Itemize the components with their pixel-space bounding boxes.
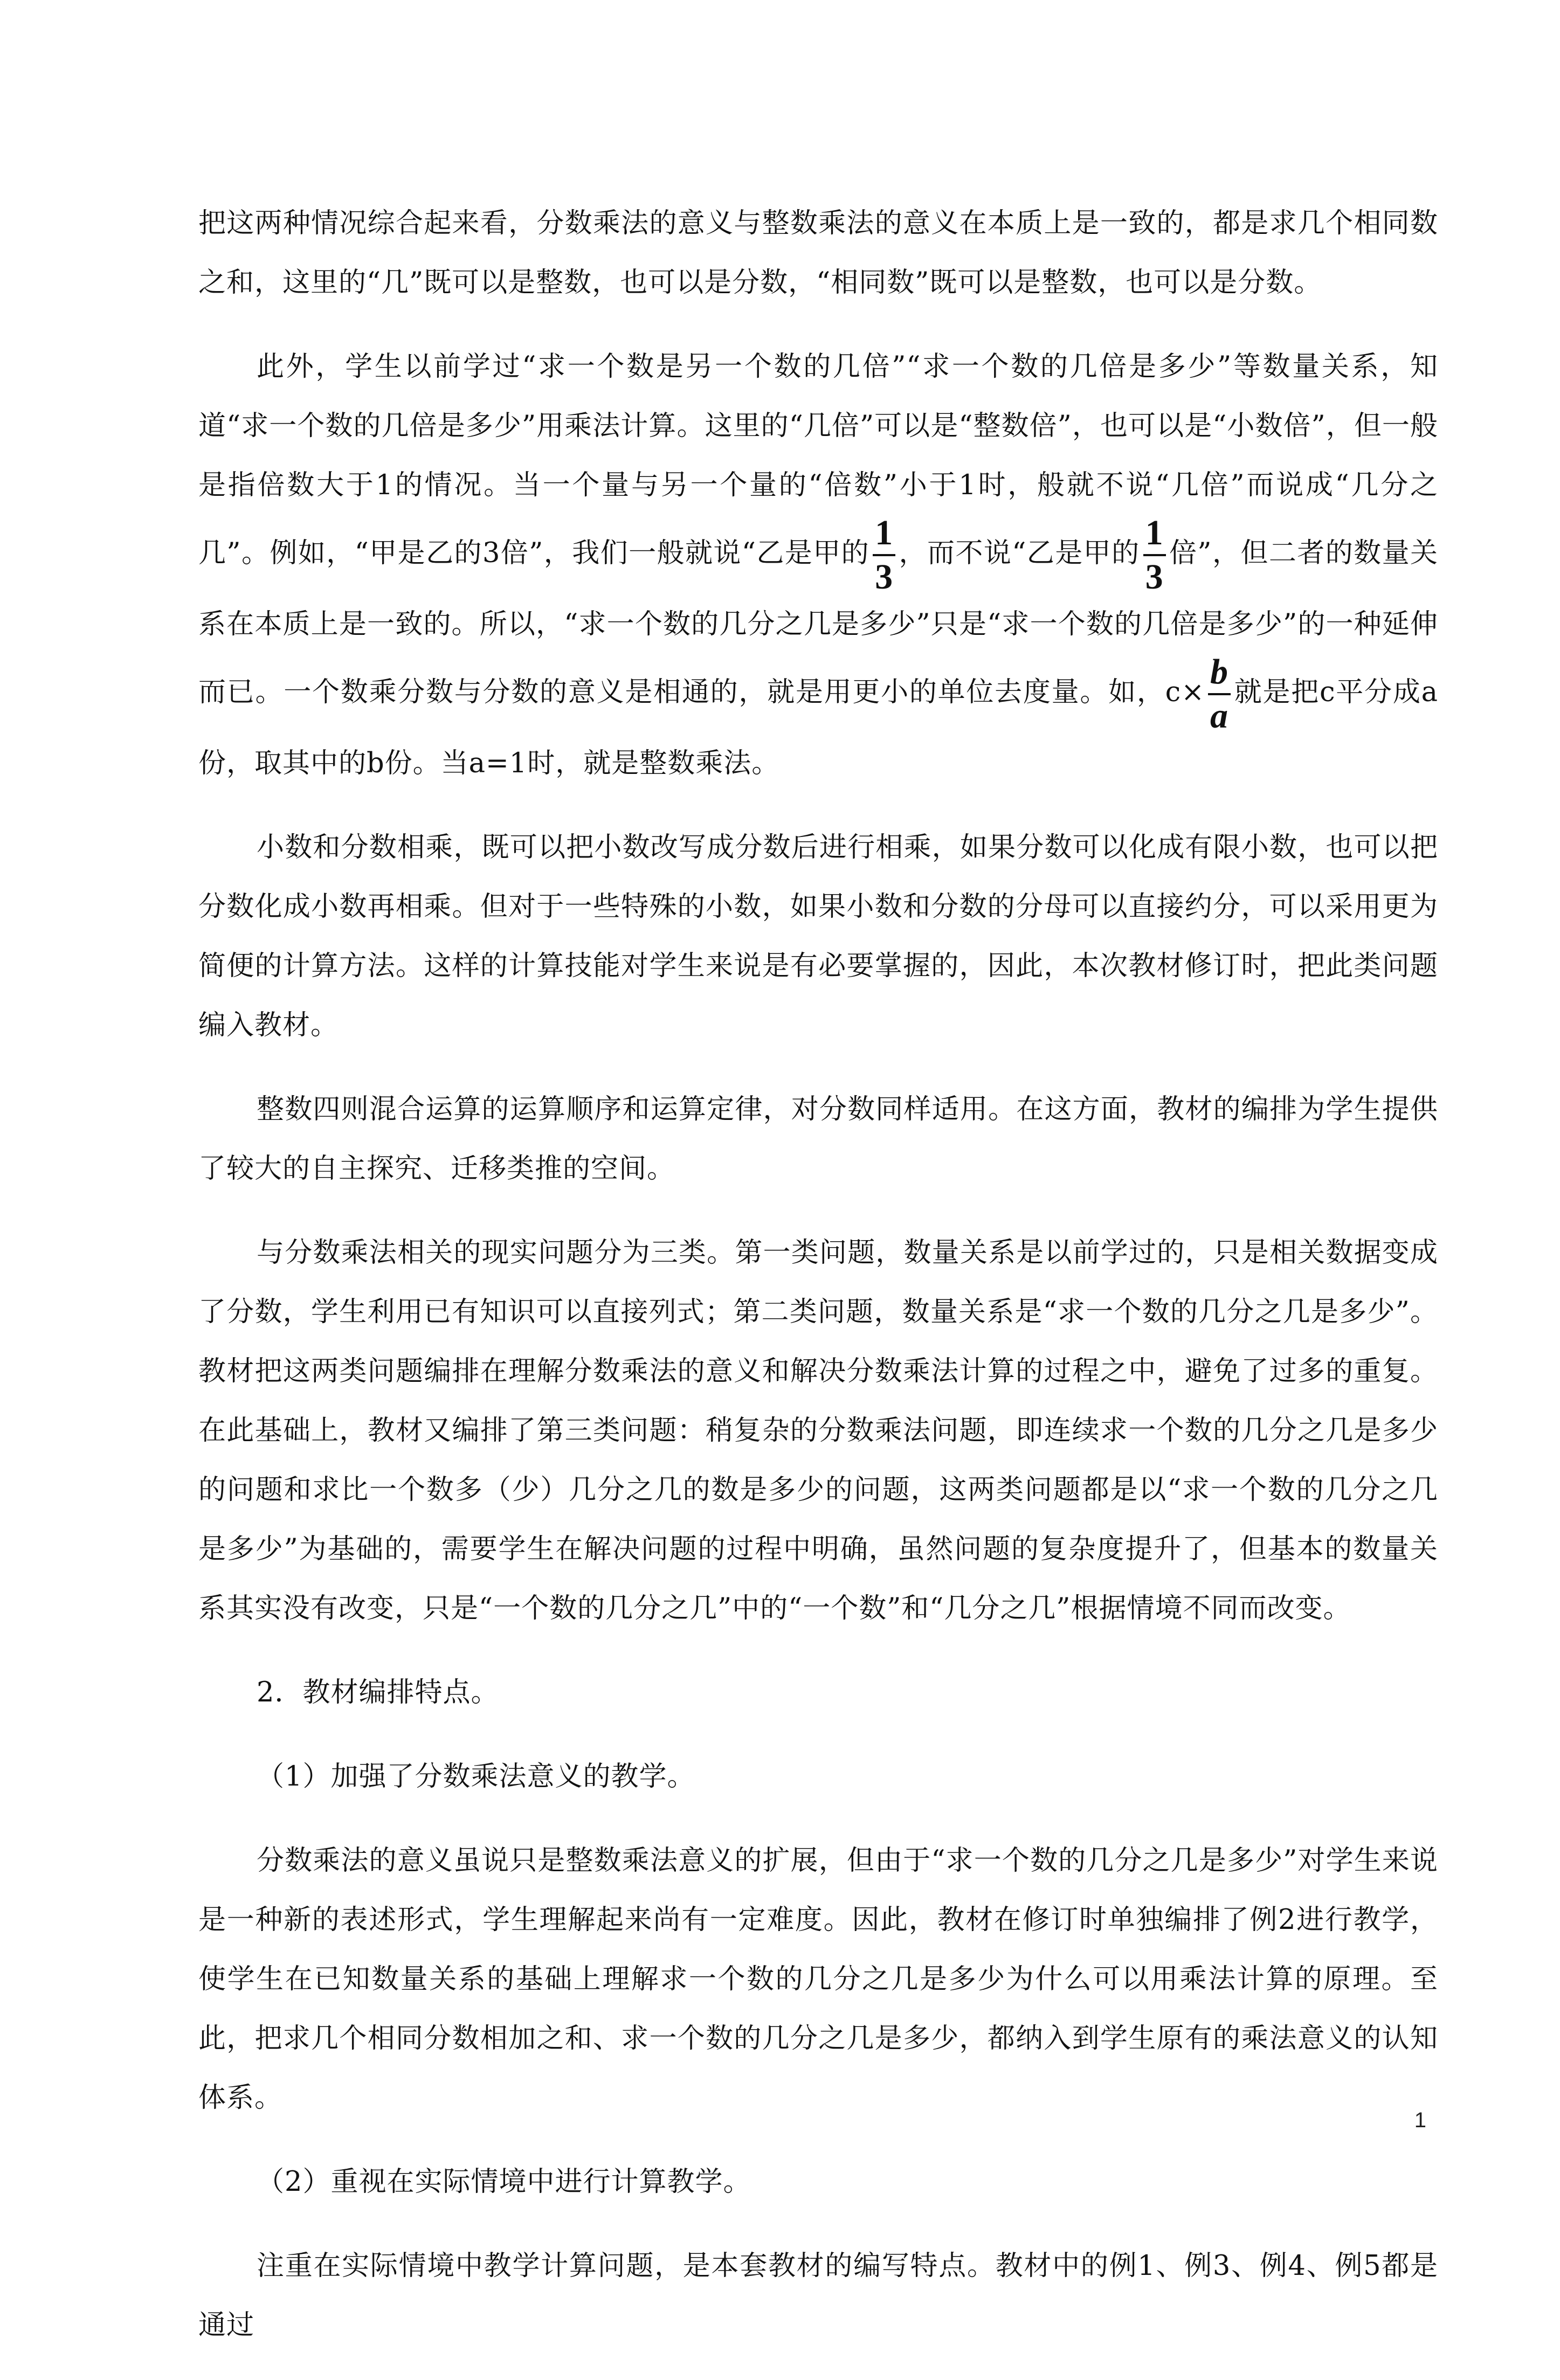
fraction-one-third-1: [873, 515, 895, 595]
paragraph-1: 把这两种情况综合起来看，分数乘法的意义与整数乘法的意义在本质上是一致的，都是求几个相同数之和，这里的“几”既可以是整数，也可以是分数，“相同数”既可以是整数，也可以是分数。: [198, 207, 1438, 299]
fraction-denominator: a: [1210, 696, 1228, 736]
fraction-denominator: 3: [1145, 557, 1164, 597]
paragraph-2-text-4: 就是把c平分成a份，取其中的b份。当a=1时，就是整数乘法。: [198, 676, 1438, 779]
subheading-1: （1）加强了分数乘法意义的教学。: [257, 1761, 695, 1793]
fraction-numerator: 1: [873, 515, 895, 556]
fraction-b-over-a: [1208, 654, 1231, 734]
paragraph-3: 小数和分数相乘，既可以把小数改写成分数后进行相乘，如果分数可以化成有限小数，也可以把分数化成小数再相乘。但对于一些特殊的小数，如果小数和分数的分母可以直接约分，可以采用更为简便的计算方法。这样的计算技能对学生来说是有必要掌握的，因此，本次教材修订时，把此类问题编入教材。: [198, 832, 1438, 1041]
paragraph-2-text-3: 倍”，但二者的数量关系在本质上是一致的。所以，“求一个数的几分之几是多少”只是“求一个数的几倍是多少”的一种延伸而已。一个数乘分数与分数的意义是相通的，就是用更小的单位去度量。如，c×: [198, 537, 1439, 708]
document-body: [198, 194, 1438, 2380]
subheading-2: （2）重视在实际情境中进行计算教学。: [257, 2166, 751, 2198]
paragraph-5: 与分数乘法相关的现实问题分为三类。第一类问题，数量关系是以前学过的，只是相关数据变成了分数，学生利用已有知识可以直接列式；第二类问题，数量关系是“求一个数的几分之几是多少”。教材把这两类问题编排在理解分数乘法的意义和解决分数乘法计算的过程之中，避免了过多的重复。在此基础上，教材又编排了第三类问题：稍复杂的分数乘法问题，即连续求一个数的几分之几是多少的问题和求比一个数多（少）几分之几的数是多少的问题，这两类问题都是以“求一个数的几分之几是多少”为基础的，需要学生在解决问题的过程中明确，虽然问题的复杂度提升了，但基本的数量关系其实没有改变，只是“一个数的几分之几”中的“一个数”和“几分之几”根据情境不同而改变。: [198, 1237, 1438, 1624]
section-heading-2: 2．教材编排特点。: [257, 1677, 499, 1708]
fraction-numerator: 1: [1143, 515, 1166, 556]
paragraph-2: [198, 337, 1438, 793]
paragraph-2-text-2: ，而不说“乙是甲的: [899, 537, 1140, 569]
paragraph-7: 注重在实际情境中教学计算问题，是本套教材的编写特点。教材中的例1、例3、例4、例5都是通过: [198, 2250, 1438, 2341]
page-number: 1: [1414, 2108, 1426, 2132]
paragraph-6: 分数乘法的意义虽说只是整数乘法意义的扩展，但由于“求一个数的几分之几是多少”对学生来说是一种新的表述形式，学生理解起来尚有一定难度。因此，教材在修订时单独编排了例2进行教学，使学生在已知数量关系的基础上理解求一个数的几分之几是多少为什么可以用乘法计算的原理。至此，把求几个相同分数相加之和、求一个数的几分之几是多少，都纳入到学生原有的乘法意义的认知体系。: [198, 1845, 1438, 2114]
paragraph-4: 整数四则混合运算的运算顺序和运算定律，对分数同样适用。在这方面，教材的编排为学生提供了较大的自主探究、迁移类推的空间。: [198, 1094, 1438, 1185]
fraction-numerator: b: [1208, 654, 1231, 695]
fraction-denominator: 3: [875, 557, 894, 597]
paragraph-2-text-1: 此外，学生以前学过“求一个数是另一个数的几倍”“求一个数的几倍是多少”等数量关系，知道“求一个数的几倍是多少”用乘法计算。这里的“几倍”可以是“整数倍”，也可以是“小数倍”，但一般是指倍数大于1的情况。当一个量与另一个量的“倍数”小于1时，般就不说“几倍”而说成“几分之几”。例如，“甲是乙的3倍”，我们一般就说“乙是甲的: [198, 351, 1438, 569]
fraction-one-third-2: [1143, 515, 1166, 595]
